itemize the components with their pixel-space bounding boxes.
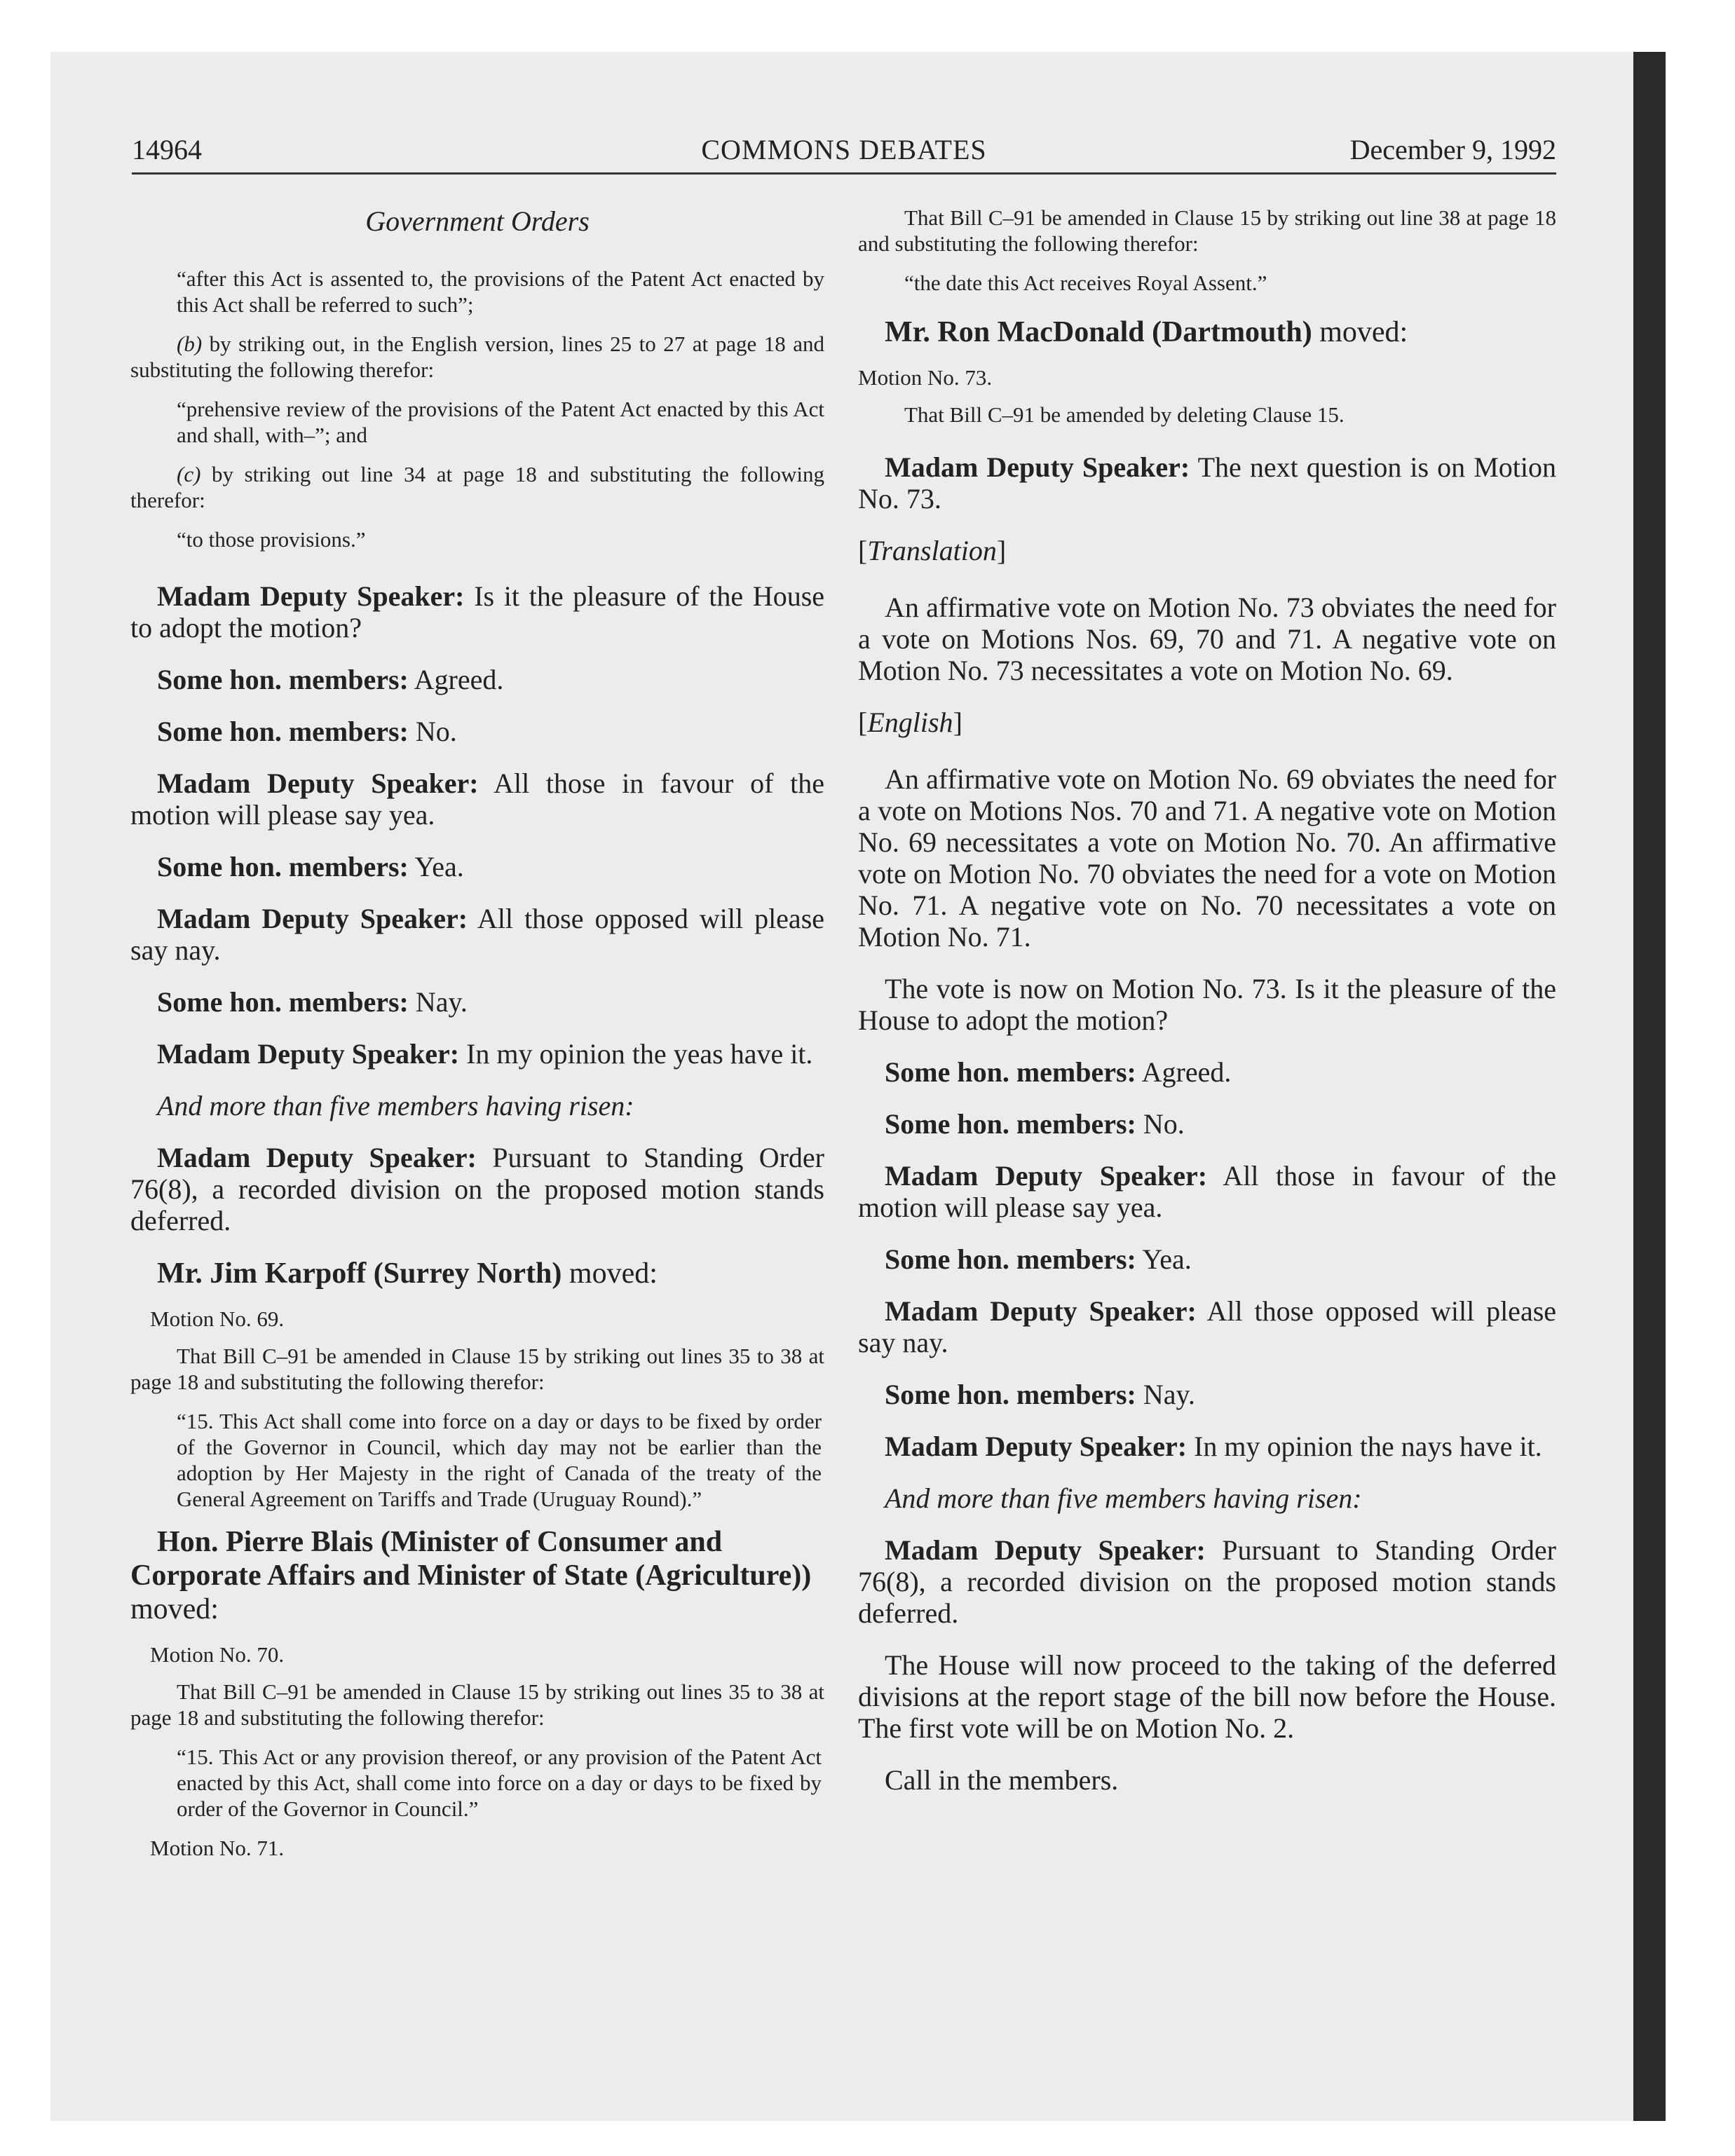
speech-text: Yea. [408, 851, 464, 882]
clause-marker: (b) [177, 332, 203, 356]
motion-label: Motion No. 70. [150, 1642, 285, 1667]
motion-text: That Bill C–91 be amended in Clause 15 by striking out line 38 at page 18 and substituting the following therefor: [858, 205, 1556, 256]
speaker-name: Madam Deputy Speaker: [885, 1534, 1206, 1566]
speech [130, 580, 824, 643]
motion-label: Motion No. 71. [150, 1836, 285, 1860]
paragraph: An affirmative vote on Motion No. 69 obviates the need for a vote on Motions Nos. 70 and 71. A negative vote on Motion No. 69 necessitates a vote on Motion No. 70. An affirmative vote on Motion No. 70 obviates the need for a vote on Motion No. 71. A negative vote on No. 70 necessitates a vote on Motion No. 71. [858, 763, 1556, 953]
speaker-name: Madam Deputy Speaker: [885, 1295, 1197, 1327]
motion-text: That Bill C–91 be amended in Clause 15 by striking out lines 35 to 38 at page 18 and substituting the following therefor: [130, 1679, 824, 1730]
paragraph: Call in the members. [885, 1764, 1119, 1796]
motion-quote: “15. This Act or any provision thereof, or any provision of the Patent Act enacted by this Act, shall come into force on a day or days to be fixed by order of the Governor in Council.” [177, 1745, 822, 1821]
speech-text: All those in favour of the motion will please say yea. [858, 1160, 1556, 1223]
speech-text: No. [408, 716, 457, 747]
speaker-name: Some hon. members: [885, 1379, 1136, 1410]
speech-text: Agreed. [408, 664, 504, 695]
motion-label: Motion No. 69. [150, 1306, 285, 1331]
amendment-clause-b [130, 331, 824, 383]
moved-text: moved: [562, 1257, 658, 1290]
speech-text: All those opposed will please say nay. [130, 903, 825, 966]
speaker-name: Some hon. members: [157, 851, 409, 882]
speech-text: All those opposed will please say nay. [858, 1295, 1557, 1358]
page-header [132, 133, 1556, 175]
motion-quote: “15. This Act shall come into force on a day or days to be fixed by order of the Governor in Council, which day may not be earlier than the adoption by Her Majesty in the right of Canada of the treaty of the General Agreement on Tariffs and Trade (Uruguay Round).” [177, 1409, 822, 1511]
mover-name: Hon. Pierre Blais (Minister of Consumer and Corporate Affairs and Minister of State (Agriculture)) [130, 1526, 812, 1592]
clause-text: by striking out line 34 at page 18 and substituting the following therefor: [130, 462, 824, 512]
left-column [130, 205, 824, 1872]
speech-text: Pursuant to Standing Order 76(8), a recorded division on the proposed motion stands deferred. [130, 1142, 825, 1236]
speech [130, 1142, 824, 1236]
speaker-name: Madam Deputy Speaker: [157, 1142, 477, 1173]
speech-text: The next question is on Motion No. 73. [858, 451, 1556, 514]
speech [858, 1295, 1556, 1358]
speaker-name: Madam Deputy Speaker: [885, 1160, 1208, 1192]
speech [858, 451, 1556, 514]
speaker-name: Madam Deputy Speaker: [885, 451, 1190, 483]
amendment-quote: “after this Act is assented to, the provisions of the Patent Act enacted by this Act shall be referred to such”; [177, 266, 824, 317]
speaker-name: Madam Deputy Speaker: [157, 1038, 460, 1070]
clause-text: by striking out, in the English version, lines 25 to 27 at page 18 and substituting the following therefor: [130, 332, 824, 382]
stage-direction: And more than five members having risen: [157, 1090, 634, 1121]
speaker-name: Some hon. members: [885, 1243, 1136, 1275]
speech-text: Pursuant to Standing Order 76(8), a recorded division on the proposed motion stands deferred. [858, 1534, 1557, 1629]
moved-text: moved: [130, 1593, 219, 1625]
speech [130, 903, 824, 966]
speech-text: Nay. [408, 986, 468, 1018]
speaker-name: Madam Deputy Speaker: [885, 1431, 1188, 1462]
page-number: 14964 [132, 134, 202, 165]
language-marker: [English] [858, 707, 962, 738]
speaker-name: Madam Deputy Speaker: [157, 767, 479, 799]
motion-text: That Bill C–91 be amended by deleting Clause 15. [904, 402, 1345, 427]
speaker-name: Madam Deputy Speaker: [157, 903, 468, 934]
speech [130, 664, 824, 695]
speech [858, 1108, 1556, 1140]
mover-name: Mr. Jim Karpoff (Surrey North) [157, 1257, 562, 1290]
motion-mover [130, 1257, 824, 1290]
speech-text: Is it the pleasure of the House to adopt the motion? [130, 580, 825, 643]
section-heading: Government Orders [365, 205, 590, 237]
language-label: English [867, 707, 953, 738]
motion-label: Motion No. 73. [858, 365, 993, 390]
clause-marker: (c) [177, 462, 201, 486]
speaker-name: Some hon. members: [885, 1108, 1136, 1140]
language-marker: [Translation] [858, 535, 1007, 566]
mover-name: Mr. Ron MacDonald (Dartmouth) [885, 316, 1312, 348]
speaker-name: Madam Deputy Speaker: [157, 580, 465, 612]
speech [858, 1243, 1556, 1275]
speech-text: No. [1136, 1108, 1185, 1140]
amendment-clause-c [130, 461, 824, 513]
speech [858, 1379, 1556, 1410]
paragraph: An affirmative vote on Motion No. 73 obviates the need for a vote on Motions Nos. 69, 70 and 71. A negative vote on Motion No. 73 necessitates a vote on Motion No. 69. [858, 592, 1556, 686]
speech [130, 851, 824, 882]
speech-text: In my opinion the nays have it. [1187, 1431, 1542, 1462]
speaker-name: Some hon. members: [885, 1056, 1136, 1088]
right-column [858, 205, 1556, 1816]
motion-quote: “the date this Act receives Royal Assent.” [904, 271, 1267, 295]
speech [130, 1038, 824, 1070]
scan-edge-shadow [1633, 52, 1666, 2121]
stage-direction: And more than five members having risen: [885, 1482, 1362, 1514]
language-label: Translation [867, 535, 997, 566]
speech [858, 1431, 1556, 1462]
speech [858, 1160, 1556, 1223]
speech [130, 767, 824, 831]
paragraph: The vote is now on Motion No. 73. Is it the pleasure of the House to adopt the motion? [858, 973, 1556, 1036]
motion-mover [130, 1525, 824, 1626]
moved-text: moved: [1312, 316, 1408, 348]
motion-text: That Bill C–91 be amended in Clause 15 by striking out lines 35 to 38 at page 18 and substituting the following therefor: [130, 1344, 824, 1394]
header-rule [132, 172, 1556, 175]
speech [858, 1534, 1556, 1629]
speech-text: Agreed. [1136, 1056, 1232, 1088]
speaker-name: Some hon. members: [157, 716, 409, 747]
speech-text: Nay. [1136, 1379, 1195, 1410]
publication-title: COMMONS DEBATES [701, 134, 987, 165]
paragraph: The House will now proceed to the taking of the deferred divisions at the report stage of the bill now before the House. The first vote will be on Motion No. 2. [858, 1649, 1556, 1744]
speaker-name: Some hon. members: [157, 664, 409, 695]
speaker-name: Some hon. members: [157, 986, 409, 1018]
speech-text: All those in favour of the motion will please say yea. [130, 767, 824, 831]
speech-text: Yea. [1136, 1243, 1192, 1275]
speech [130, 716, 824, 747]
speech [130, 986, 824, 1018]
amendment-quote: “prehensive review of the provisions of the Patent Act enacted by this Act and shall, with–”; and [177, 397, 824, 447]
speech-text: In my opinion the yeas have it. [459, 1038, 813, 1070]
publication-date: December 9, 1992 [1349, 134, 1556, 165]
motion-mover [858, 315, 1556, 349]
amendment-quote: “to those provisions.” [177, 527, 366, 552]
speech [858, 1056, 1556, 1088]
